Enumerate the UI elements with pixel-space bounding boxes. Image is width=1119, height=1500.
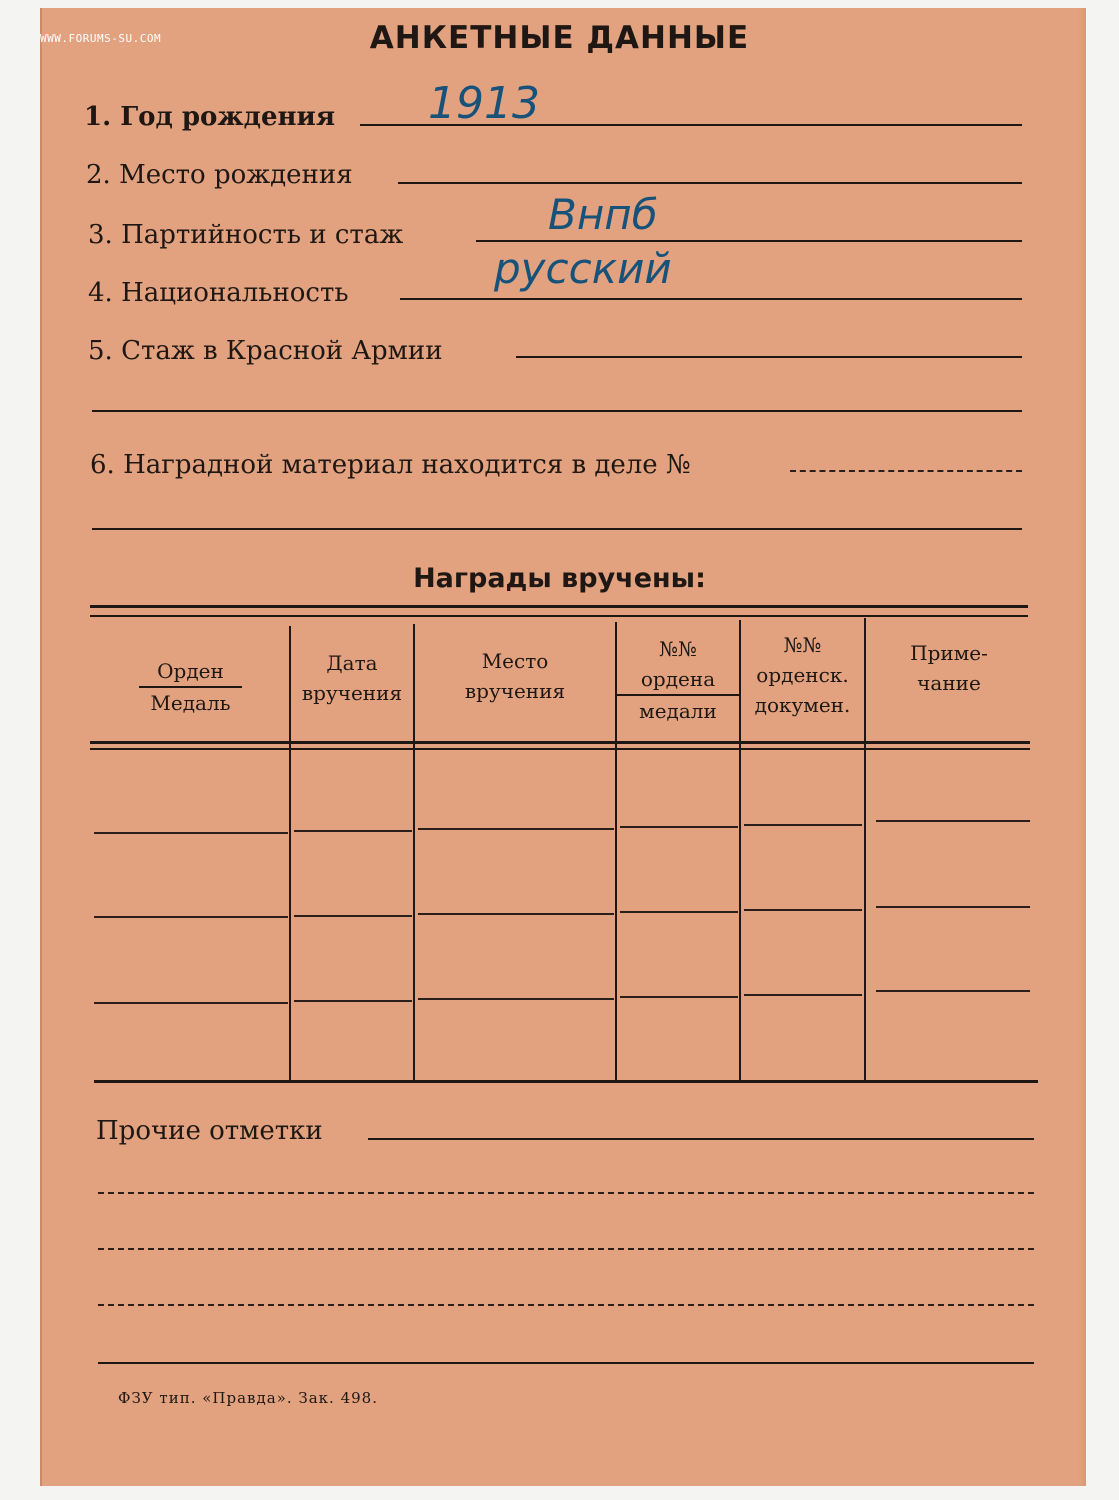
- field-nationality-value: русский: [494, 244, 672, 293]
- table-row-line: [620, 996, 738, 998]
- table-row-line: [620, 911, 738, 913]
- column-header-order-number-line1: №№: [659, 637, 697, 661]
- column-header-remarks-line1: Приме-: [910, 641, 988, 665]
- table-row-line: [94, 832, 288, 834]
- field-award-file-label: 6. Наградной материал находится в деле №: [90, 450, 691, 480]
- table-row-line: [744, 909, 862, 911]
- column-header-order-medal: [92, 656, 289, 718]
- field-birth-year-label: 1. Год рождения: [84, 102, 336, 132]
- column-header-place-line1: Место: [481, 649, 549, 673]
- table-row-line: [876, 820, 1030, 822]
- column-header-place-line2: вручения: [464, 679, 566, 703]
- other-notes-line: [98, 1248, 1034, 1250]
- table-header-rule: [90, 741, 1030, 744]
- table-row-line: [294, 1000, 412, 1002]
- field-award-file-line-2: [92, 528, 1022, 530]
- table-row-line: [876, 906, 1030, 908]
- other-notes-line: [98, 1192, 1034, 1194]
- printer-imprint: ФЗУ тип. «Правда». Зак. 498.: [118, 1389, 378, 1407]
- column-header-date: [291, 648, 413, 708]
- field-birth-year-value: 1913: [428, 78, 540, 129]
- table-top-rule: [90, 605, 1028, 608]
- column-header-date-line1: Дата: [326, 651, 378, 675]
- other-notes-line: [98, 1304, 1034, 1306]
- field-party-label: 3. Партийность и стаж: [88, 220, 404, 250]
- column-header-place: [415, 646, 615, 706]
- column-header-date-line2: вручения: [301, 681, 403, 705]
- column-header-order-number: [617, 634, 739, 726]
- table-row-line: [94, 1002, 288, 1004]
- table-header-rule-2: [90, 748, 1030, 750]
- other-notes-line: [98, 1362, 1034, 1364]
- field-nationality-label: 4. Национальность: [88, 278, 349, 308]
- column-header-order-number-line3: медали: [617, 694, 739, 726]
- column-header-remarks: [866, 638, 1032, 698]
- column-header-order-number-line2: ордена: [640, 667, 716, 691]
- table-row-line: [418, 998, 614, 1000]
- field-army-service-line-2: [92, 410, 1022, 412]
- field-army-service-label: 5. Стаж в Красной Армии: [88, 336, 443, 366]
- column-header-document-number-line3: докумен.: [754, 693, 851, 717]
- form-title: АНКЕТНЫЕ ДАННЫЕ: [369, 20, 750, 56]
- table-row-line: [620, 826, 738, 828]
- table-row-line: [418, 913, 614, 915]
- awards-heading: Награды вручены:: [413, 563, 706, 594]
- table-row-line: [876, 990, 1030, 992]
- table-row-line: [744, 824, 862, 826]
- field-birthplace-line: [398, 182, 1022, 184]
- other-notes-label: Прочие отметки: [96, 1116, 323, 1146]
- table-row-line: [294, 915, 412, 917]
- field-nationality-line: [400, 298, 1022, 300]
- column-header-document-number-line1: №№: [783, 633, 822, 657]
- field-party-line: [476, 240, 1022, 242]
- column-header-document-number-line2: орденск.: [756, 663, 849, 687]
- column-header-order: Орден: [139, 656, 242, 688]
- table-top-rule-2: [90, 615, 1028, 617]
- other-notes-line: [368, 1138, 1034, 1140]
- column-header-medal: Медаль: [150, 691, 231, 715]
- watermark: WWW.FORUMS-SU.COM: [40, 32, 162, 45]
- field-army-service-line: [516, 356, 1022, 358]
- field-party-value: Внпб: [548, 190, 658, 239]
- field-birthplace-label: 2. Место рождения: [86, 160, 353, 190]
- column-header-document-number: [741, 630, 864, 720]
- table-row-line: [94, 916, 288, 918]
- column-header-remarks-line2: чание: [917, 671, 981, 695]
- table-row-line: [418, 828, 614, 830]
- field-award-file-line: [790, 470, 1022, 472]
- table-row-line: [294, 830, 412, 832]
- table-row-line: [744, 994, 862, 996]
- table-bottom-rule: [94, 1080, 1038, 1083]
